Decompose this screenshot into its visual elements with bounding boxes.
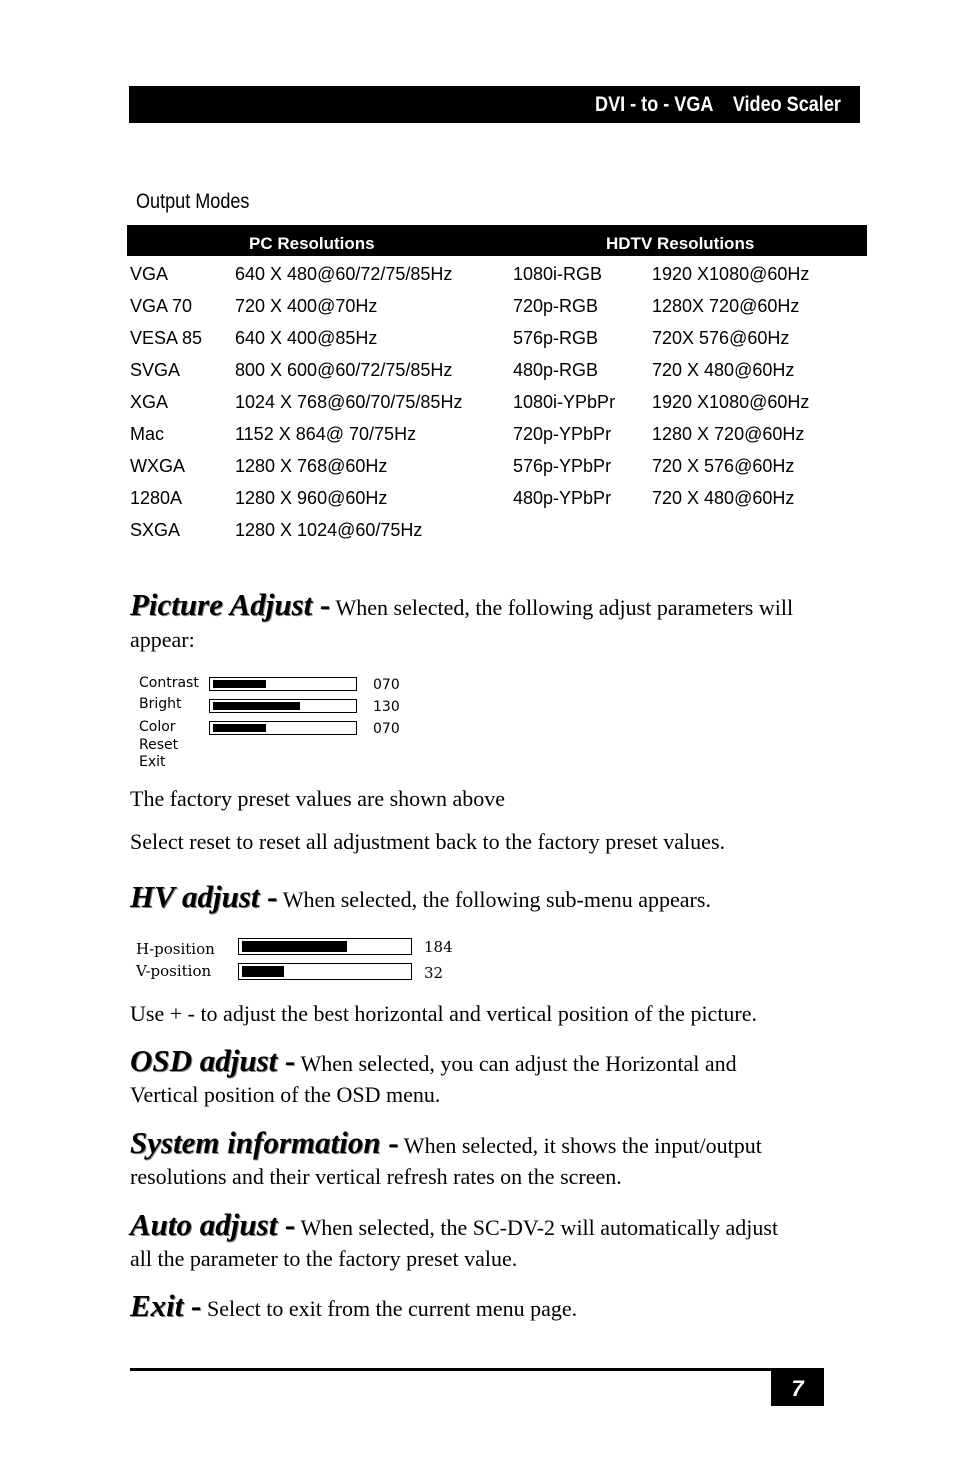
picture-adjust-title: Picture Adjust - (130, 587, 331, 622)
system-information-section (130, 1125, 762, 1161)
table-row (0, 520, 954, 552)
exit-text: Select to exit from the current menu page. (201, 1296, 578, 1321)
table-cell: 1280X 720@60Hz (652, 296, 800, 316)
exit-label: Exit (139, 754, 166, 770)
table-cell: 1280 X 960@60Hz (235, 488, 388, 508)
table-cell: 1080i-YPbPr (513, 392, 616, 412)
picture-adjust-osd (137, 675, 407, 775)
table-cell: SVGA (130, 360, 181, 380)
table-cell: 1152 X 864@ 70/75Hz (235, 424, 417, 444)
h-position-label: H-position (136, 940, 215, 958)
system-information-title: System information - (130, 1125, 399, 1160)
hv-adjust-text: When selected, the following sub-menu appears. (277, 887, 711, 912)
table-cell: WXGA (130, 456, 186, 476)
table-cell: 640 X 400@85Hz (235, 328, 378, 348)
table-cell: 480p-RGB (513, 360, 599, 380)
system-information-text-2: resolutions and their vertical refresh rates on the screen. (130, 1164, 622, 1189)
exit-section (130, 1288, 578, 1324)
table-cell: 576p-RGB (513, 328, 599, 348)
header-title: DVI - to - VGA Video Scaler (595, 93, 841, 116)
factory-preset-note: The factory preset values are shown above (130, 786, 506, 811)
table-cell: 1080i-RGB (513, 264, 603, 284)
table-cell: 1920 X1080@60Hz (652, 392, 810, 412)
hv-adjust-section (130, 879, 711, 915)
table-cell: 1280A (130, 488, 183, 508)
table-cell: 720 X 480@60Hz (652, 360, 795, 380)
table-cell: Mac (130, 424, 165, 444)
table-cell: 1280 X 720@60Hz (652, 424, 805, 444)
table-cell: 720 X 400@70Hz (235, 296, 378, 316)
table-row (0, 264, 954, 296)
table-cell: 1280 X 768@60Hz (235, 456, 388, 476)
reset-note: Select reset to reset all adjustment back to the factory preset values. (130, 829, 725, 854)
color-value: 070 (373, 721, 400, 737)
v-position-bar (238, 963, 412, 980)
h-position-value: 184 (424, 938, 453, 956)
auto-adjust-text: When selected, the SC-DV-2 will automatically adjust (295, 1215, 779, 1240)
v-position-value: 32 (424, 964, 444, 982)
resolution-table-header (127, 225, 867, 256)
exit-title: Exit - (130, 1288, 202, 1323)
v-position-label: V-position (136, 962, 212, 980)
osd-adjust-text-2: Vertical position of the OSD menu. (130, 1082, 441, 1107)
bright-value: 130 (373, 699, 400, 715)
bright-bar (209, 699, 357, 713)
reset-label: Reset (139, 737, 179, 753)
table-cell: VGA 70 (130, 296, 193, 316)
hdtv-resolutions-header: HDTV Resolutions (606, 234, 755, 253)
auto-adjust-section (130, 1207, 779, 1243)
table-cell: 1920 X1080@60Hz (652, 264, 810, 284)
hv-adjust-osd (136, 936, 466, 986)
picture-adjust-section (130, 587, 794, 623)
contrast-value: 070 (373, 677, 400, 693)
bright-label: Bright (139, 696, 182, 712)
table-cell: 720p-RGB (513, 296, 599, 316)
hv-adjust-note: Use + - to adjust the best horizontal and vertical position of the picture. (130, 1001, 758, 1026)
h-position-bar (238, 938, 412, 955)
table-cell: VGA (130, 264, 169, 284)
osd-adjust-title: OSD adjust - (130, 1043, 296, 1078)
h-position-bar-fill (242, 941, 347, 952)
table-cell: 720X 576@60Hz (652, 328, 790, 348)
table-cell: VESA 85 (130, 328, 203, 348)
bright-bar-fill (213, 702, 300, 710)
table-row (0, 456, 954, 488)
table-cell: 720 X 576@60Hz (652, 456, 795, 476)
hv-adjust-title: HV adjust - (130, 879, 278, 914)
contrast-bar (209, 677, 357, 691)
table-cell: 800 X 600@60/72/75/85Hz (235, 360, 453, 380)
picture-adjust-text-2: appear: (130, 627, 195, 652)
color-bar-fill (213, 724, 266, 732)
osd-adjust-section (130, 1043, 737, 1079)
table-cell: 720p-YPbPr (513, 424, 612, 444)
footer-rule (130, 1368, 824, 1371)
color-bar (209, 721, 357, 735)
contrast-label: Contrast (139, 675, 199, 691)
table-row (0, 488, 954, 520)
table-row (0, 392, 954, 424)
v-position-bar-fill (242, 966, 284, 977)
table-row (0, 328, 954, 360)
picture-adjust-text: When selected, the following adjust parameters will (330, 595, 794, 620)
system-information-text: When selected, it shows the input/output (398, 1133, 762, 1158)
osd-adjust-text: When selected, you can adjust the Horizontal and (295, 1051, 737, 1076)
contrast-bar-fill (213, 680, 266, 688)
color-label: Color (139, 719, 176, 735)
table-cell: 720 X 480@60Hz (652, 488, 795, 508)
table-row (0, 360, 954, 392)
auto-adjust-text-2: all the parameter to the factory preset value. (130, 1246, 518, 1271)
table-row (0, 296, 954, 328)
table-cell: XGA (130, 392, 169, 412)
table-cell: 1280 X 1024@60/75Hz (235, 520, 423, 540)
table-cell: 576p-YPbPr (513, 456, 612, 476)
table-cell: 640 X 480@60/72/75/85Hz (235, 264, 453, 284)
page-number: 7 (771, 1371, 824, 1406)
table-cell: 480p-YPbPr (513, 488, 612, 508)
auto-adjust-title: Auto adjust - (130, 1207, 296, 1242)
table-row (0, 424, 954, 456)
output-modes-heading: Output Modes (136, 190, 250, 213)
table-cell: SXGA (130, 520, 181, 540)
pc-resolutions-header: PC Resolutions (249, 234, 375, 253)
page-header (129, 86, 860, 123)
table-cell: 1024 X 768@60/70/75/85Hz (235, 392, 463, 412)
